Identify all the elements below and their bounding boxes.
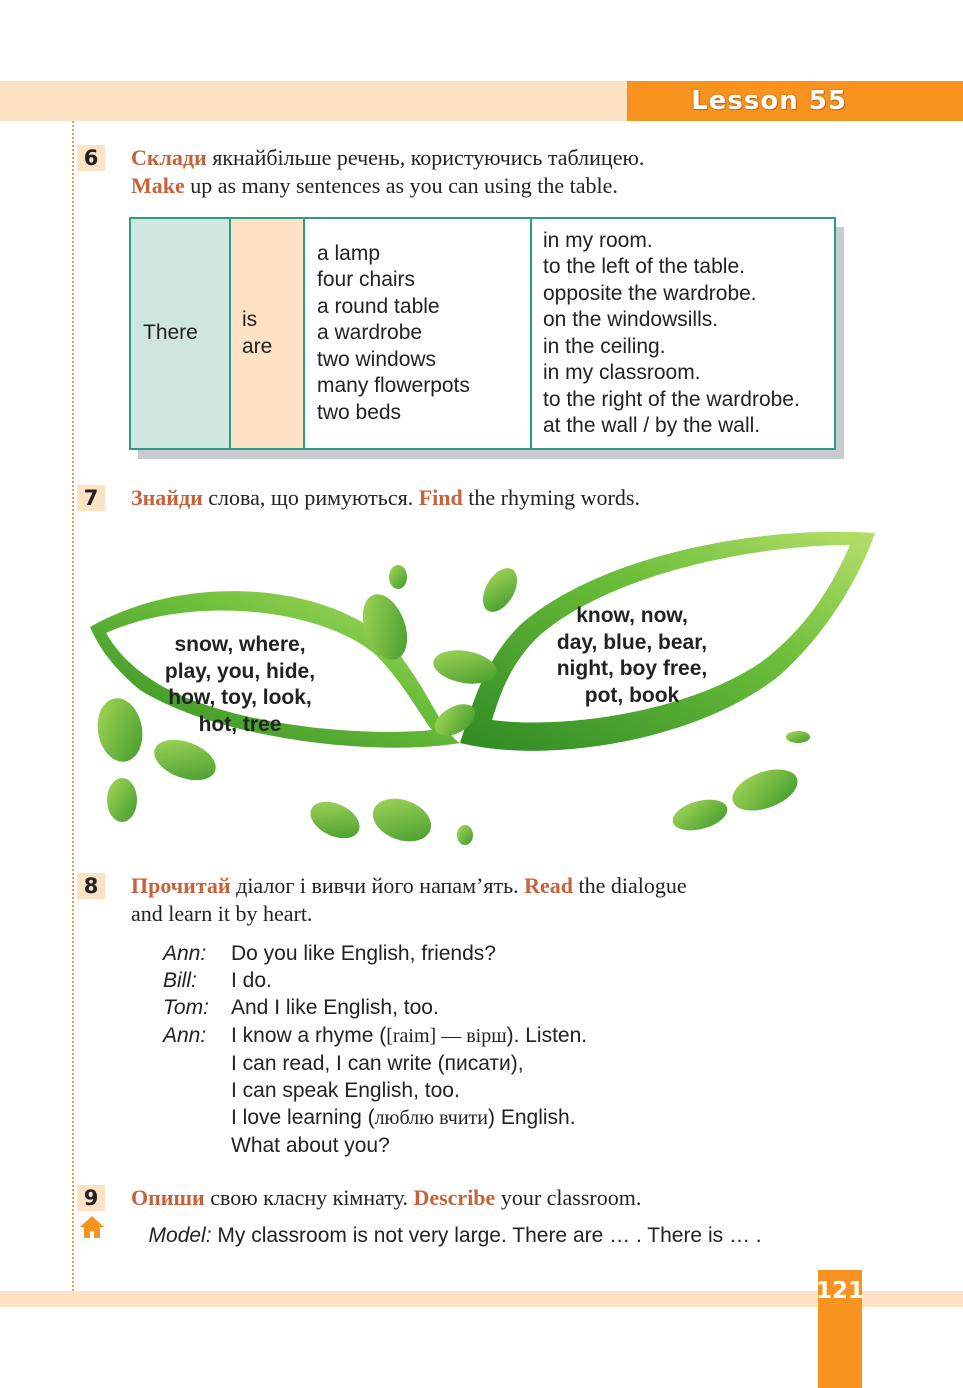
line: What about you? xyxy=(231,1134,390,1158)
word-line: snow, where, xyxy=(174,633,306,656)
table-cell: two windows xyxy=(317,347,437,371)
rhyme-words-left xyxy=(140,632,340,738)
speaker: Tom: xyxy=(163,996,209,1020)
rhyme-words-right xyxy=(527,603,737,709)
dialogue-row xyxy=(163,1022,587,1160)
page-tab xyxy=(816,1270,865,1388)
table-cell: many flowerpots xyxy=(317,374,470,398)
table-column-places xyxy=(532,219,834,448)
small-leaf xyxy=(476,562,524,618)
word-line: how, toy, look, xyxy=(168,686,312,709)
translation: писати xyxy=(444,1051,511,1075)
table-cell: on the windowsills. xyxy=(543,308,719,331)
line xyxy=(231,1050,587,1077)
line: I can speak English, too. xyxy=(231,1079,460,1103)
table-cell: at the wall / by the wall. xyxy=(543,414,761,437)
model-text: My classroom is not very large. There are … . There is … . xyxy=(211,1224,762,1247)
keyword-uk: Знайди xyxy=(131,485,203,510)
word-line: pot, book xyxy=(584,683,680,707)
line: Do you like English, friends? xyxy=(231,942,496,965)
small-leaf xyxy=(367,791,437,849)
text: ). Listen. xyxy=(506,1023,588,1047)
text: I can read, I can write ( xyxy=(231,1051,445,1075)
table-cell: are xyxy=(242,334,273,358)
word-line: day, blue, bear, xyxy=(556,630,708,654)
instruction-en: your classroom. xyxy=(495,1185,642,1210)
page-number: 121 xyxy=(816,1278,865,1304)
table-cell: a lamp xyxy=(317,241,381,265)
table-cell: in the ceiling. xyxy=(543,334,666,358)
model-answer xyxy=(131,1222,839,1249)
instruction-en: the dialogue xyxy=(573,873,687,898)
word-line: night, boy free, xyxy=(556,657,708,680)
exercise-8-instruction xyxy=(131,872,687,928)
keyword-uk: Прочитай xyxy=(131,873,231,898)
table-cell: two beds xyxy=(317,400,402,424)
text: ), xyxy=(510,1051,524,1075)
word-line: play, you, hide, xyxy=(164,659,316,683)
small-leaf xyxy=(107,778,137,822)
table-cell: opposite the wardrobe. xyxy=(543,281,757,305)
exercise-number-8: 8 xyxy=(77,873,105,899)
table-cell: a wardrobe xyxy=(317,321,423,345)
table-column-subject xyxy=(131,219,231,448)
table-column-objects xyxy=(305,219,532,448)
table-column-verb xyxy=(231,219,305,448)
home-icon xyxy=(79,1214,105,1240)
table-cell: four chairs xyxy=(317,268,416,292)
speaker: Ann: xyxy=(163,1023,207,1047)
keyword-en: Make xyxy=(131,173,185,198)
text: I know a rhyme ( xyxy=(231,1023,387,1047)
exercise-number-9: 9 xyxy=(77,1185,105,1211)
instruction-en: the rhyming words. xyxy=(462,485,640,510)
small-leaf xyxy=(457,825,473,845)
dialogue-row xyxy=(163,994,587,1021)
instruction-en-cont: and learn it by heart. xyxy=(131,901,313,926)
instruction-uk: якнайбільше речень, користуючись таблицею. xyxy=(206,145,645,170)
instruction-uk: слова, що римуються. xyxy=(202,485,419,510)
keyword-en: Describe xyxy=(413,1185,496,1210)
speaker: Bill: xyxy=(163,969,197,993)
line xyxy=(231,1022,587,1050)
instruction-uk: свою класну кімнату. xyxy=(204,1185,414,1210)
keyword-uk: Опиши xyxy=(131,1185,205,1210)
small-leaf xyxy=(389,565,407,589)
keyword-en: Find xyxy=(418,485,463,510)
small-leaf xyxy=(149,732,221,788)
exercise-number-7: 7 xyxy=(77,485,105,511)
table-cell: in my classroom. xyxy=(543,361,701,384)
line xyxy=(231,1104,587,1132)
dialogue-row xyxy=(163,940,587,967)
margin-dotted-line xyxy=(72,121,74,1291)
instruction-en: up as many sentences as you can using the table. xyxy=(184,173,618,198)
exercise-7-instruction xyxy=(131,484,640,512)
text: I love learning ( xyxy=(231,1106,375,1130)
keyword-en: Read xyxy=(524,873,573,898)
substitution-table xyxy=(129,217,836,450)
table-cell: a round table xyxy=(317,294,440,318)
lesson-title: Lesson 55 xyxy=(691,86,847,116)
text: ) English. xyxy=(488,1106,576,1130)
transcription: [raim] — вірш xyxy=(386,1024,507,1047)
small-leaf xyxy=(669,794,730,836)
exercise-number-6: 6 xyxy=(77,145,105,171)
exercise-9-instruction xyxy=(131,1184,641,1212)
dialogue xyxy=(163,940,587,1160)
small-leaf xyxy=(727,761,803,818)
table-cell: in my room. xyxy=(543,228,653,252)
small-leaf xyxy=(786,731,810,743)
exercise-6-instruction xyxy=(131,144,644,200)
word-line: know, now, xyxy=(576,604,688,627)
translation: люблю вчити xyxy=(374,1107,488,1130)
rhyme-lines xyxy=(231,1022,587,1160)
lesson-tab xyxy=(627,81,963,121)
model-label: Model: xyxy=(148,1224,212,1247)
speaker: Ann: xyxy=(163,942,207,965)
table-cell: to the left of the table. xyxy=(543,255,745,278)
small-leaf xyxy=(305,795,366,846)
line: I do. xyxy=(231,969,272,993)
line: And I like English, too. xyxy=(231,996,439,1020)
table-cell: to the right of the wardrobe. xyxy=(543,387,800,411)
keyword-uk: Склади xyxy=(131,145,207,170)
table-cell: There xyxy=(143,321,198,345)
word-line: hot, tree xyxy=(198,712,282,736)
instruction-uk: діалог і вивчи його напам’ять. xyxy=(230,873,525,898)
table-cell: is xyxy=(242,308,258,331)
dialogue-row xyxy=(163,967,587,994)
